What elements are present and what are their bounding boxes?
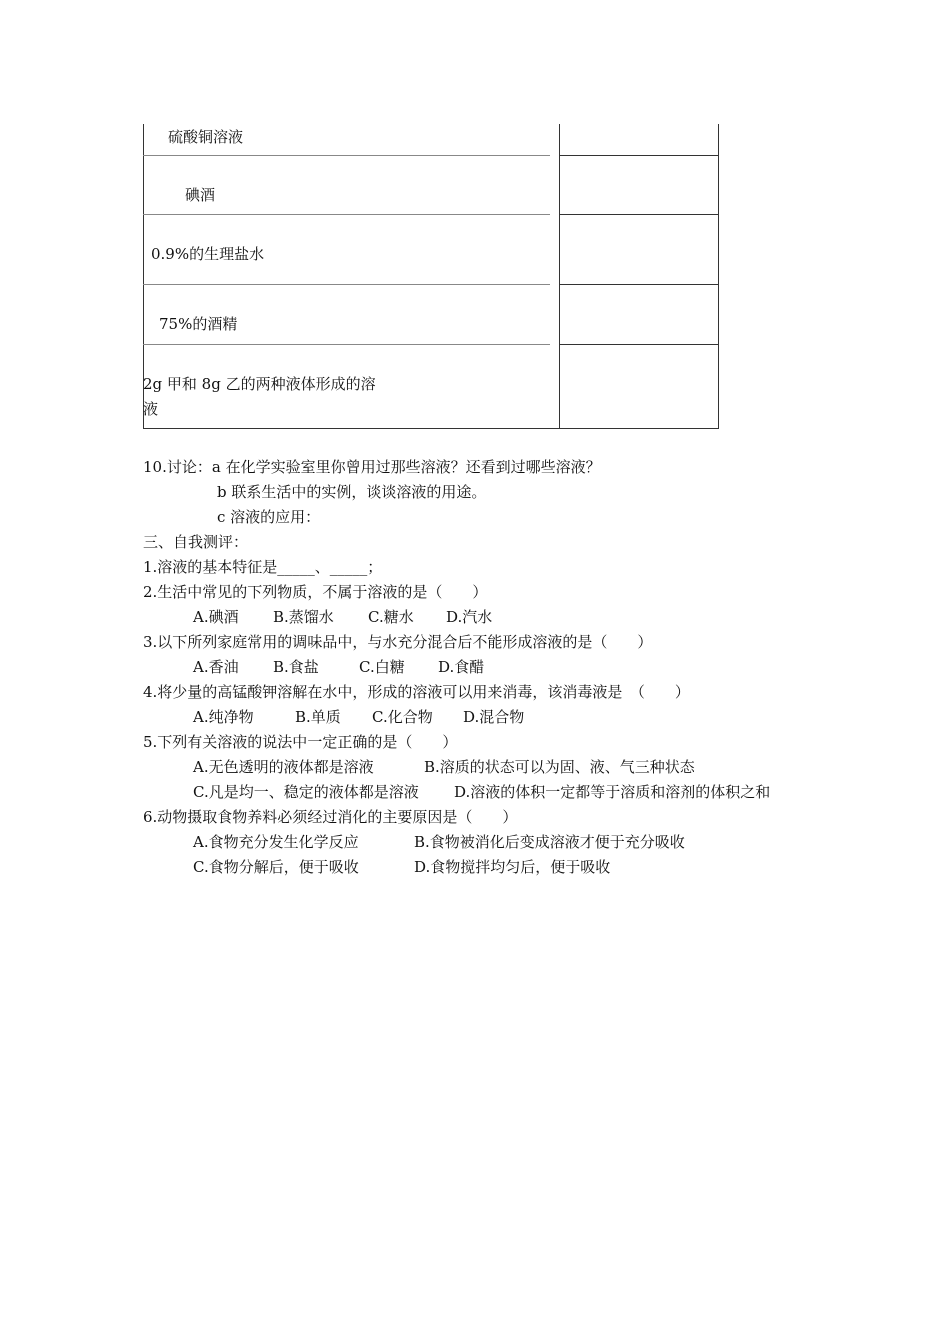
table-cell-solution: 2g 甲和 8g 乙的两种液体形成的溶: [143, 375, 376, 393]
question-3: 3.以下所列家庭常用的调味品中，与水充分混合后不能形成溶液的是（ ）: [143, 633, 653, 651]
option-d: D.混合物: [463, 708, 525, 726]
question-2: 2.生活中常见的下列物质，不属于溶液的是（ ）: [143, 583, 488, 601]
table-cell-solution: 碘酒: [185, 186, 216, 204]
discussion-title: 10.讨论：a 在化学实验室里你曾用过那些溶液？还看到过哪些溶液？: [143, 458, 601, 476]
table-cell-solution-continued: 液: [143, 400, 159, 418]
table-row-line: [143, 214, 550, 215]
table-row-line: [559, 344, 719, 345]
option-a: A.香油: [193, 658, 239, 676]
table-row-line: [143, 344, 550, 345]
option-d: D.食醋: [438, 658, 485, 676]
option-c: C.食物分解后，便于吸收: [193, 858, 359, 876]
discussion-c: c 溶液的应用：: [217, 508, 321, 526]
option-a: A.纯净物: [193, 708, 254, 726]
table-border-bottom: [143, 428, 719, 429]
option-d: D.食物搅拌均匀后，便于吸收: [414, 858, 611, 876]
table-cell-solution: 0.9%的生理盐水: [151, 245, 265, 263]
table-row-line: [559, 214, 719, 215]
option-a: A.食物充分发生化学反应: [193, 833, 359, 851]
table-row-line: [143, 155, 550, 156]
question-6: 6.动物摄取食物养料必须经过消化的主要原因是（ ）: [143, 808, 518, 826]
question-1: 1.溶液的基本特征是_____、_____；: [143, 558, 383, 576]
option-a: A.无色透明的液体都是溶液: [193, 758, 374, 776]
option-b: B.食物被消化后变成溶液才便于充分吸收: [414, 833, 685, 851]
table-border-right: [718, 124, 719, 429]
option-b: B.溶质的状态可以为固、液、气三种状态: [424, 758, 695, 776]
option-c: C.凡是均一、稳定的液体都是溶液: [193, 783, 419, 801]
table-row-line: [143, 284, 550, 285]
option-c: C.白糖: [359, 658, 405, 676]
option-c: C.化合物: [372, 708, 433, 726]
table-divider-col: [559, 124, 560, 429]
section-heading: 三、自我测评：: [143, 533, 249, 551]
option-d: D.溶液的体积一定都等于溶质和溶剂的体积之和: [454, 783, 771, 801]
solution-table: [143, 124, 719, 429]
question-4: 4.将少量的高锰酸钾溶解在水中，形成的溶液可以用来消毒，该消毒液是 （ ）: [143, 683, 690, 701]
table-cell-solution: 75%的酒精: [159, 315, 238, 333]
option-b: B.食盐: [273, 658, 319, 676]
option-b: B.单质: [295, 708, 341, 726]
table-cell-solution: 硫酸铜溶液: [168, 128, 244, 146]
table-row-line: [559, 284, 719, 285]
option-b: B.蒸馏水: [273, 608, 334, 626]
option-a: A.碘酒: [193, 608, 239, 626]
question-5: 5.下列有关溶液的说法中一定正确的是（ ）: [143, 733, 458, 751]
discussion-b: b 联系生活中的实例，谈谈溶液的用途。: [217, 483, 487, 501]
option-d: D.汽水: [446, 608, 493, 626]
option-c: C.糖水: [368, 608, 414, 626]
table-row-line: [559, 155, 719, 156]
